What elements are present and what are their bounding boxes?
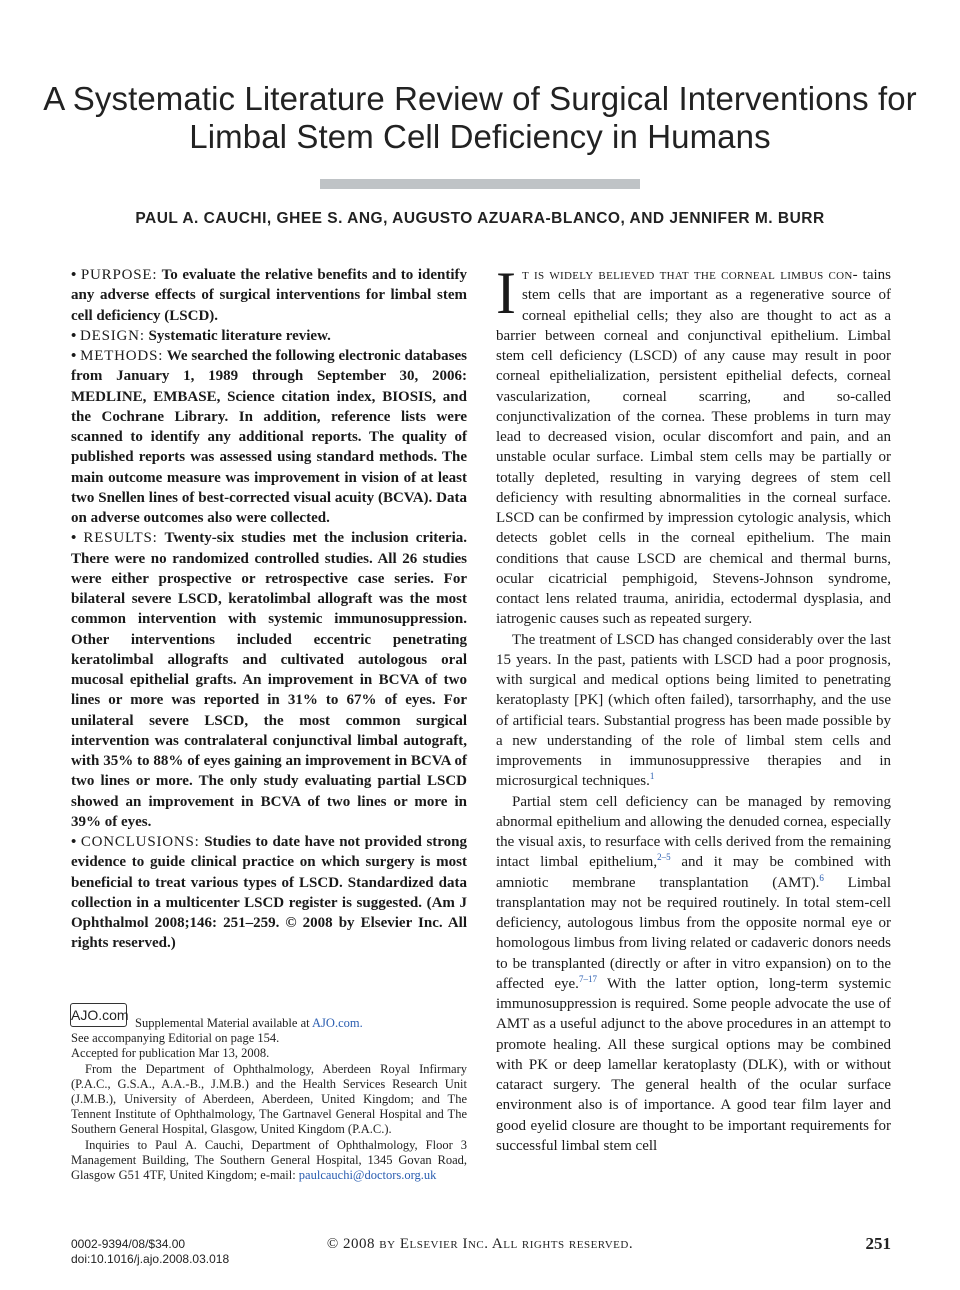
bullet: •	[71, 267, 77, 283]
editorial-note: See accompanying Editorial on page 154.	[71, 1031, 280, 1046]
abstract-methods	[71, 346, 467, 528]
abstract-purpose	[71, 265, 467, 326]
paragraph-3-text-a: Partial stem cell deficiency can be managed by removing abnormal epithelium and allowing the denuded cornea, especially the visual axis, to resurface with cells derived from the remaining intact limbal epithelium,	[496, 793, 891, 871]
ajo-logo: AJO.com	[70, 1003, 127, 1027]
results-label: RESULTS:	[83, 530, 158, 547]
supplemental-text: Supplemental Material available at	[135, 1016, 310, 1030]
supplemental-link[interactable]: AJO.com.	[312, 1016, 363, 1030]
paragraph-2	[496, 630, 891, 792]
title-divider	[320, 179, 640, 189]
doi: doi:10.1016/j.ajo.2008.03.018	[71, 1252, 230, 1266]
reference-link[interactable]: 2–5	[657, 852, 671, 863]
methods-label: METHODS:	[80, 348, 164, 364]
design-text: Systematic literature review.	[148, 327, 331, 344]
issn-price: 0002-9394/08/$34.00	[71, 1237, 186, 1251]
purpose-label: PURPOSE:	[80, 267, 158, 283]
bullet: •	[71, 327, 77, 344]
paragraph-3-text-c: Limbal transplantation may not be required routinely. In total stem-cell deficiency, autologous limbus from the opposite normal eye or homologous limbus from living related or cadaveric donors needs to be transplanted (directly or after in vitro expansion) on to the affected eye.	[496, 874, 891, 992]
supplemental-note	[71, 1016, 467, 1031]
bullet: •	[71, 530, 77, 547]
article-title: A Systematic Literature Review of Surgical Interventions for Limbal Stem Cell Deficiency in Humans	[43, 80, 917, 155]
page-number: 251	[865, 1234, 891, 1253]
intro-paragraph	[496, 260, 892, 630]
author-list: PAUL A. CAUCHI, GHEE S. ANG, AUGUSTO AZUARA-BLANCO, AND JENNIFER M. BURR	[135, 210, 825, 227]
inquiries-note	[71, 1138, 467, 1184]
body-text	[496, 260, 892, 1156]
affiliation-note: From the Department of Ophthalmology, Aberdeen Royal Infirmary (P.A.C., G.S.A., A.A.-B., J.M.B.) and the Health Services Research Unit (J.M.B.), University of Aberdeen, Aberdeen, United Kingdom; and The Tennent Institute of Ophthalmology, The Gartnavel General Hospital and The Southern General Hospital, Glasgow, United Kingdom (P.A.C.).	[71, 1061, 467, 1137]
bullet: •	[71, 834, 77, 850]
paragraph-3-text-b: and it may be combined with amniotic membrane transplantation (AMT).	[496, 854, 891, 891]
conclusions-text: Studies to date have not provided strong evidence to guide clinical practice on which surgery is most beneficial to treat various types of LSCD. Standardized data collection in a multicenter LSCD register is suggested.	[71, 834, 467, 911]
reference-link[interactable]: 7–17	[578, 973, 597, 984]
abstract-results	[71, 528, 467, 832]
article-notes	[71, 1016, 467, 1183]
inquiries-text: Inquiries to Paul A. Cauchi, Department of Ophthalmology, Floor 3 Management Building, The Southern General Hospital, 1345 Govan Road, Glasgow G51 4TF, United Kingdom; e-mail:	[71, 1137, 467, 1183]
abstract-conclusions	[71, 832, 467, 954]
footer-copyright: © 2008 by Elsevier Inc. All rights reserved.	[326, 1236, 634, 1252]
abstract-citation: (Am J Ophthalmol 2008;146: 251–259. © 2008 by Elsevier Inc. All rights reserved.)	[71, 894, 468, 952]
paragraph-3	[496, 792, 891, 1157]
purpose-text: To evaluate the relative benefits and to identify any adverse effects of surgical interventions for limbal stem cell deficiency (LSCD).	[71, 267, 467, 324]
results-text: Twenty-six studies met the inclusion criteria. There were no randomized controlled studies. All 26 studies were either prospective or retrospective case series. For bilateral severe LSCD, keratolimbal allograft was the most common intervention with systemic immunosuppression. Other interventions included eccentric penetrating keratolimbal allografts and cultivated autologous oral mucosal epithelial grafts. An improvement in BCVA of two lines or more was reported in 31% to 67% of eyes. For unilateral severe LSCD, the most common surgical intervention was contralateral conjunctival limbal autograft, with 35% to 88% of eyes gaining an improvement in BCVA of two lines or more. The only study evaluating partial LSCD showed an improvement in BCVA of two lines or more in 39% of eyes.	[71, 530, 468, 830]
footer-identifiers	[71, 1237, 229, 1267]
design-label: DESIGN:	[80, 327, 145, 344]
paragraph-1: tains stem cells that are important as a regenerative source of corneal epithelial cells; they also are thought to act as a barrier between corneal and conjunctival epithelium. Limbal stem cell deficiency (LSCD) of any cause may result in poor corneal epithelialization, persistent epithelial defects, corneal vascularization, corneal scarring, and so-called conjunctivalization of the cornea. These problems in turn may lead to decreased vision, ocular discomfort and pain, and an unstable ocular surface. Limbal stem cells may be partially or totally depleted, resulting in varying degrees of stem cell deficiency with resulting abnormalities in the corneal surface. LSCD can be confirmed by impression cytologic analysis, which detects goblet cells in the corneal epithelium. The main conditions that cause LSCD are chemical and thermal burns, ocular cicatricial pemphigoid, Stevens-Johnson syndrome, contact lens related trauma, aniridia, ectodermal dysplasia, and iatrogenic causes such as repeated surgery.	[496, 267, 892, 628]
abstract	[71, 265, 467, 954]
bullet: •	[71, 348, 77, 364]
email-link[interactable]: paulcauchi@doctors.org.uk	[298, 1168, 437, 1183]
lead-in: t is widely believed that the corneal limbus con-	[521, 267, 858, 283]
paragraph-3-text-d: With the latter option, long-term systemic immunosuppression is required. Some people advocate the use of AMT as a useful adjunct to the above procedures in an attempt to promote healing. All these surgical options may be combined with PK or deep lamellar keratoplasty (DLK), with or without cataract surgery. The general health of the ocular surface environment also is of importance. A good tear film layer and good eyelid closure are thought to be important requirements for successful limbal stem cell	[496, 975, 891, 1154]
reference-link[interactable]: 6	[819, 872, 824, 883]
paragraph-2-text: The treatment of LSCD has changed considerably over the last 15 years. In the past, patients with LSCD had a poor prognosis, with surgical and medical options being limited to penetrating keratoplasty [PK] (which often failed), tarsorrhaphy, and the use of artificial tears. Substantial progress has been made possible by a new understanding of the role of limbal stem cells and improvements in immunosuppressive therapies and in microsurgical techniques.	[496, 631, 891, 790]
methods-text: We searched the following electronic databases from January 1, 1989 through September 30, 2006: MEDLINE, EMBASE, Science citation index, BIOSIS, and the Cochrane Library. In addition, reference lists were scanned to identify any additional reports. The quality of published reports was assessed using standard methods. The main outcome measure was improvement in vision of at least two Snellen lines of best-corrected visual acuity (BCVA). Data on adverse outcomes also were collected.	[71, 348, 467, 526]
accepted-note: Accepted for publication Mar 13, 2008.	[71, 1046, 270, 1061]
conclusions-label: CONCLUSIONS:	[80, 834, 200, 850]
abstract-design	[71, 326, 467, 346]
drop-cap: I	[496, 260, 516, 326]
reference-link[interactable]: 1	[649, 771, 655, 782]
